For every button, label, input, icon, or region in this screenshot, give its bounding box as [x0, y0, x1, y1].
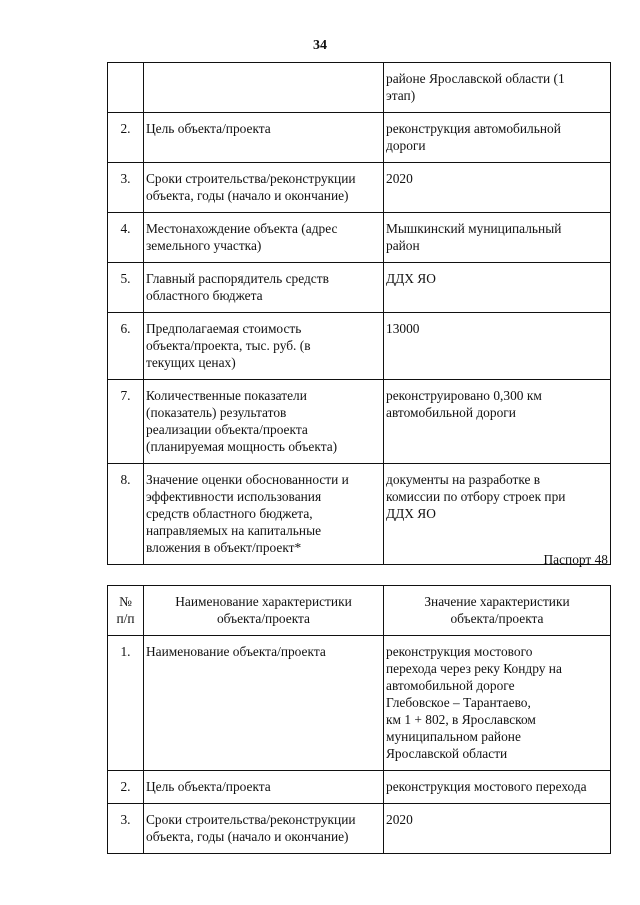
characteristic-name — [144, 63, 384, 113]
row-number: 7. — [108, 380, 144, 464]
table-row — [108, 771, 611, 804]
table-row — [108, 113, 611, 163]
passport-label: Паспорт 48 — [543, 552, 608, 567]
passport-48-table — [107, 585, 611, 854]
row-number: 5. — [108, 263, 144, 313]
characteristic-name: Предполагаемая стоимость объекта/проекта, тыс. руб. (в текущих ценах) — [144, 313, 384, 380]
table-row — [108, 63, 611, 113]
characteristic-value: реконструкция мостового перехода — [384, 771, 611, 804]
table-row — [108, 464, 611, 565]
row-number: 3. — [108, 163, 144, 213]
characteristic-name: Наименование объекта/проекта — [144, 636, 384, 771]
characteristic-value: районе Ярославской области (1 этап) — [384, 63, 611, 113]
characteristic-name: Сроки строительства/реконструкции объекта, годы (начало и окончание) — [144, 804, 384, 854]
column-header-number: № п/п — [108, 586, 144, 636]
characteristic-value: реконструировано 0,300 км автомобильной дороги — [384, 380, 611, 464]
row-number: 2. — [108, 771, 144, 804]
characteristic-name: Значение оценки обоснованности и эффективности использования средств областного бюджета, направляемых на капитальные вложения в объект/проект* — [144, 464, 384, 565]
characteristic-name: Цель объекта/проекта — [144, 771, 384, 804]
characteristic-value: 13000 — [384, 313, 611, 380]
characteristic-value: 2020 — [384, 804, 611, 854]
row-number — [108, 63, 144, 113]
row-number: 2. — [108, 113, 144, 163]
row-number: 1. — [108, 636, 144, 771]
characteristic-value: 2020 — [384, 163, 611, 213]
table-row — [108, 213, 611, 263]
passport-table-continued — [107, 62, 611, 565]
table-header-row — [108, 586, 611, 636]
table-row — [108, 263, 611, 313]
characteristic-value: Мышкинский муниципальный район — [384, 213, 611, 263]
row-number: 6. — [108, 313, 144, 380]
table-row — [108, 636, 611, 771]
table-row — [108, 313, 611, 380]
characteristic-name: Количественные показатели (показатель) результатов реализации объекта/проекта (планируемая мощность объекта) — [144, 380, 384, 464]
row-number: 3. — [108, 804, 144, 854]
table-row — [108, 163, 611, 213]
row-number: 4. — [108, 213, 144, 263]
column-header-name: Наименование характеристики объекта/проекта — [144, 586, 384, 636]
characteristic-value: ДДХ ЯО — [384, 263, 611, 313]
table-row — [108, 380, 611, 464]
column-header-value: Значение характеристики объекта/проекта — [384, 586, 611, 636]
characteristic-name: Главный распорядитель средств областного бюджета — [144, 263, 384, 313]
characteristic-name: Сроки строительства/реконструкции объекта, годы (начало и окончание) — [144, 163, 384, 213]
page-number: 34 — [313, 38, 327, 53]
characteristic-value: реконструкция мостового перехода через реку Кондру на автомобильной дороге Глебовское – Тарантаево, км 1 + 802, в Ярославском муниципальном районе Ярославской области — [384, 636, 611, 771]
characteristic-name: Местонахождение объекта (адрес земельного участка) — [144, 213, 384, 263]
characteristic-value: реконструкция автомобильной дороги — [384, 113, 611, 163]
table-row — [108, 804, 611, 854]
characteristic-name: Цель объекта/проекта — [144, 113, 384, 163]
row-number: 8. — [108, 464, 144, 565]
characteristic-value: документы на разработке в комиссии по отбору строек при ДДХ ЯО — [384, 464, 611, 565]
